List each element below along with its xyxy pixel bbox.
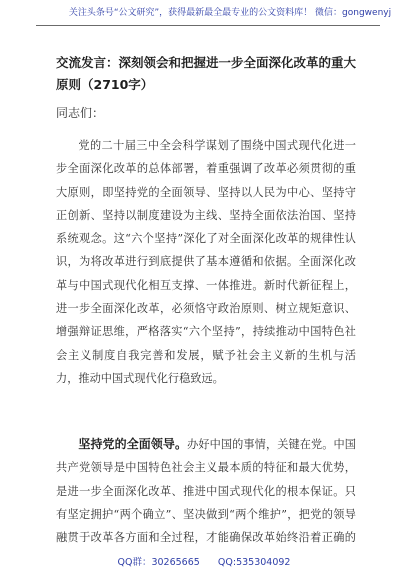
paragraph-2-heading: 坚持党的全面领导。	[78, 437, 188, 451]
document-title: 交流发言：深刻领会和把握进一步全面深化改革的重大原则（2710字）	[56, 55, 357, 92]
header-banner: 关注头条号“公文研究”，获得最新最全最专业的公文资料库！ 微信：gongwenyj	[68, 8, 392, 18]
body-paragraph-1: 党的二十届三中全会科学谋划了围绕中国式现代化进一步全面深化改革的总体部署，着重强调了改革必须贯彻的重大原则，即坚持党的全面领导、坚持以人民为中心、坚持守正创新、坚持以制度建设为主线、坚持全面依法治国、坚持系统观念。这“六个坚持”深化了对全面深化改革的规律性认识，为将改革进行到底提供了基本遵循和依据。全面深化改革与中国式现代化相互支撑、一体推进。新时代新征程上，进一步全面深化改革，必须恪守政治原则、树立规矩意识、增强辩证思维，严格落实“六个坚持”，持续推动中国特色社会主义制度自我完善和发展，赋予社会主义新的生机与活力，推动中国式现代化行稳致远。	[56, 139, 356, 385]
paragraph-2-text: 办好中国的事情，关键在党。中国共产党领导是中国特色社会主义最本质的特征和最大优势，是进一步全面深化改革、推进中国式现代化的根本保证。只有坚定拥护“两个确立”、坚决做到“两个维护”，把党的领导融贯于改革各方面和全过程，才能确保改革始终沿着正确的	[56, 438, 356, 545]
body-paragraph-2	[56, 433, 356, 549]
header-divider	[36, 25, 380, 26]
salutation: 同志们：	[56, 106, 105, 120]
footer-contact: QQ群：30265665 QQ:535304092	[117, 557, 291, 568]
